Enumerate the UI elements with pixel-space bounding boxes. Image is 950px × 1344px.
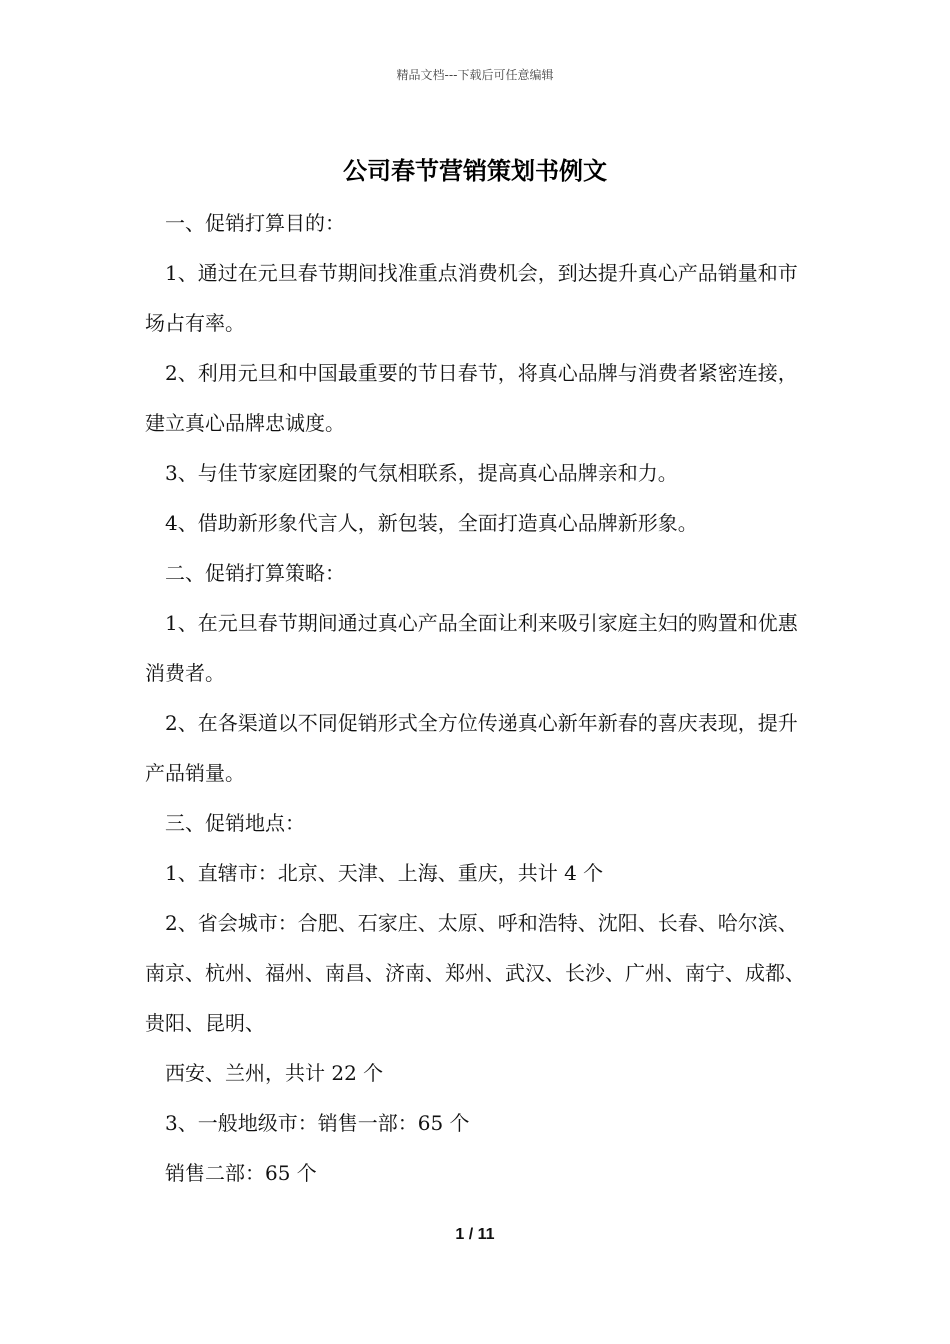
paragraph: 2、利用元旦和中国最重要的节日春节，将真心品牌与消费者紧密连接，建立真心品牌忠诚度。	[145, 361, 798, 435]
document-body	[145, 198, 817, 1198]
paragraph: 2、在各渠道以不同促销形式全方位传递真心新年新春的喜庆表现，提升产品销量。	[145, 711, 798, 785]
section-heading-purpose: 一、促销打算目的：	[165, 211, 345, 235]
paragraph: 1、直辖市：北京、天津、上海、重庆，共计 4 个	[165, 861, 604, 885]
paragraph: 3、与佳节家庭团聚的气氛相联系，提高真心品牌亲和力。	[165, 461, 678, 485]
paragraph: 2、省会城市：合肥、石家庄、太原、呼和浩特、沈阳、长春、哈尔滨、南京、杭州、福州、南昌、济南、郑州、武汉、长沙、广州、南宁、成都、贵阳、昆明、	[145, 911, 805, 1035]
section-heading-locations: 三、促销地点：	[165, 811, 305, 835]
page-number: 1 / 11	[455, 1226, 495, 1243]
page-header: 精品文档---下载后可任意编辑	[396, 68, 554, 82]
section-heading-strategy: 二、促销打算策略：	[165, 561, 345, 585]
paragraph: 西安、兰州，共计 22 个	[165, 1061, 384, 1085]
paragraph: 销售二部：65 个	[165, 1161, 317, 1185]
paragraph: 1、在元旦春节期间通过真心产品全面让利来吸引家庭主妇的购置和优惠消费者。	[145, 611, 798, 685]
paragraph: 3、一般地级市：销售一部：65 个	[165, 1111, 470, 1135]
paragraph: 1、通过在元旦春节期间找准重点消费机会，到达提升真心产品销量和市场占有率。	[145, 261, 798, 335]
document-title: 公司春节营销策划书例文	[343, 156, 607, 185]
paragraph: 4、借助新形象代言人，新包装，全面打造真心品牌新形象。	[165, 511, 698, 535]
